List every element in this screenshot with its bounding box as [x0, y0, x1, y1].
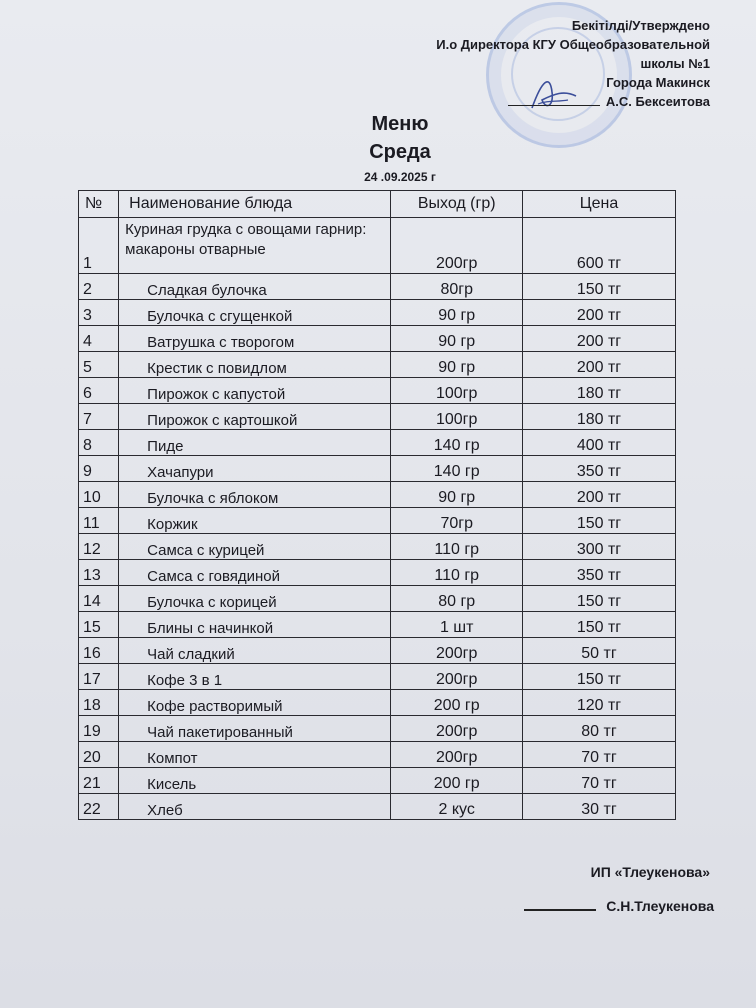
table-row — [79, 218, 676, 274]
cell-price: 150 тг — [522, 612, 675, 638]
cell-number: 7 — [79, 404, 119, 430]
cell-output: 200 гр — [391, 690, 523, 716]
cell-dish-name: Кофе растворимый — [119, 690, 391, 716]
cell-output: 200гр — [391, 716, 523, 742]
cell-dish-name: Самса с говядиной — [119, 560, 391, 586]
approval-line-5 — [436, 92, 710, 111]
table-row — [79, 586, 676, 612]
cell-output: 90 гр — [391, 300, 523, 326]
cell-number: 1 — [79, 218, 119, 274]
approval-line-3: школы №1 — [640, 56, 710, 71]
approval-line-1: Бекітілді/Утверждено — [571, 18, 710, 33]
cell-price: 180 тг — [522, 378, 675, 404]
cell-dish-name: Пирожок с капустой — [119, 378, 391, 404]
footer-signature-line — [524, 909, 596, 911]
cell-price: 200 тг — [522, 352, 675, 378]
cell-number: 3 — [79, 300, 119, 326]
cell-price: 400 тг — [522, 430, 675, 456]
footer-signer: С.Н.Тлеукенова — [606, 898, 714, 914]
cell-number: 8 — [79, 430, 119, 456]
cell-number: 14 — [79, 586, 119, 612]
cell-dish-name: Кофе 3 в 1 — [119, 664, 391, 690]
table-row — [79, 768, 676, 794]
table-row — [79, 300, 676, 326]
cell-dish-name: Компот — [119, 742, 391, 768]
approval-signer: А.С. Бексеитова — [605, 94, 710, 109]
table-row — [79, 664, 676, 690]
cell-dish-name: Ватрушка с творогом — [119, 326, 391, 352]
cell-number: 13 — [79, 560, 119, 586]
cell-dish-name: Чай пакетированный — [119, 716, 391, 742]
menu-table — [78, 190, 676, 820]
cell-number: 16 — [79, 638, 119, 664]
cell-dish-name: Хлеб — [119, 794, 391, 820]
approval-block — [436, 16, 710, 111]
cell-price: 200 тг — [522, 326, 675, 352]
column-header-dish: Наименование блюда — [119, 191, 391, 218]
page-title: Меню — [371, 113, 429, 135]
cell-output: 70гр — [391, 508, 523, 534]
cell-number: 5 — [79, 352, 119, 378]
cell-number: 19 — [79, 716, 119, 742]
cell-price: 150 тг — [522, 274, 675, 300]
table-header-row — [79, 191, 676, 218]
cell-number: 20 — [79, 742, 119, 768]
cell-output: 140 гр — [391, 430, 523, 456]
cell-dish-name: Булочка с сгущенкой — [119, 300, 391, 326]
table-row — [79, 456, 676, 482]
cell-price: 200 тг — [522, 482, 675, 508]
cell-price: 150 тг — [522, 508, 675, 534]
table-row — [79, 274, 676, 300]
cell-dish-name: Блины с начинкой — [119, 612, 391, 638]
cell-output: 80 гр — [391, 586, 523, 612]
table-row — [79, 690, 676, 716]
cell-price: 350 тг — [522, 560, 675, 586]
cell-price: 300 тг — [522, 534, 675, 560]
table-row — [79, 404, 676, 430]
cell-output: 200гр — [391, 638, 523, 664]
cell-price: 70 тг — [522, 768, 675, 794]
cell-price: 70 тг — [522, 742, 675, 768]
table-row — [79, 742, 676, 768]
cell-number: 10 — [79, 482, 119, 508]
menu-date: 24 .09.2025 г — [364, 170, 436, 184]
cell-price: 80 тг — [522, 716, 675, 742]
cell-dish-name: Чай сладкий — [119, 638, 391, 664]
column-header-output: Выход (гр) — [391, 191, 523, 218]
cell-dish-name: Крестик с повидлом — [119, 352, 391, 378]
cell-output: 90 гр — [391, 326, 523, 352]
cell-price: 30 тг — [522, 794, 675, 820]
cell-price: 150 тг — [522, 664, 675, 690]
cell-output: 2 кус — [391, 794, 523, 820]
cell-number: 15 — [79, 612, 119, 638]
cell-dish-name: Сладкая булочка — [119, 274, 391, 300]
table-row — [79, 716, 676, 742]
footer-company: ИП «Тлеукенова» — [590, 864, 710, 880]
table-row — [79, 794, 676, 820]
cell-output: 200 гр — [391, 768, 523, 794]
cell-price: 350 тг — [522, 456, 675, 482]
cell-price: 120 тг — [522, 690, 675, 716]
cell-dish-name: Хачапури — [119, 456, 391, 482]
approval-line-4: Города Макинск — [606, 75, 710, 90]
table-row — [79, 508, 676, 534]
cell-output: 200гр — [391, 664, 523, 690]
cell-dish-name: Куриная грудка с овощами гарнир: макароны отварные — [119, 218, 391, 274]
cell-output: 110 гр — [391, 560, 523, 586]
table-row — [79, 430, 676, 456]
menu-table-body — [79, 218, 676, 820]
table-row — [79, 482, 676, 508]
cell-number: 12 — [79, 534, 119, 560]
table-row — [79, 326, 676, 352]
cell-output: 90 гр — [391, 352, 523, 378]
column-header-number: № — [79, 191, 119, 218]
column-header-price: Цена — [522, 191, 675, 218]
cell-output: 100гр — [391, 378, 523, 404]
cell-price: 600 тг — [522, 218, 675, 274]
cell-price: 50 тг — [522, 638, 675, 664]
cell-number: 4 — [79, 326, 119, 352]
cell-number: 18 — [79, 690, 119, 716]
cell-output: 1 шт — [391, 612, 523, 638]
cell-output: 200гр — [391, 218, 523, 274]
table-row — [79, 378, 676, 404]
cell-output: 200гр — [391, 742, 523, 768]
cell-dish-name: Самса с курицей — [119, 534, 391, 560]
cell-dish-name: Пиде — [119, 430, 391, 456]
table-row — [79, 534, 676, 560]
cell-price: 200 тг — [522, 300, 675, 326]
cell-number: 6 — [79, 378, 119, 404]
cell-output: 90 гр — [391, 482, 523, 508]
day-title: Среда — [369, 141, 431, 163]
cell-number: 2 — [79, 274, 119, 300]
table-row — [79, 560, 676, 586]
cell-output: 100гр — [391, 404, 523, 430]
cell-number: 22 — [79, 794, 119, 820]
table-row — [79, 612, 676, 638]
cell-price: 180 тг — [522, 404, 675, 430]
cell-output: 140 гр — [391, 456, 523, 482]
cell-dish-name: Пирожок с картошкой — [119, 404, 391, 430]
approval-line-2: И.о Директора КГУ Общеобразовательной — [436, 37, 710, 52]
cell-output: 110 гр — [391, 534, 523, 560]
footer-signature — [524, 898, 714, 914]
cell-number: 17 — [79, 664, 119, 690]
cell-dish-name: Булочка с корицей — [119, 586, 391, 612]
cell-dish-name: Булочка с яблоком — [119, 482, 391, 508]
table-row — [79, 352, 676, 378]
cell-output: 80гр — [391, 274, 523, 300]
cell-number: 11 — [79, 508, 119, 534]
cell-number: 21 — [79, 768, 119, 794]
cell-price: 150 тг — [522, 586, 675, 612]
cell-dish-name: Коржик — [119, 508, 391, 534]
cell-number: 9 — [79, 456, 119, 482]
cell-dish-name: Кисель — [119, 768, 391, 794]
table-row — [79, 638, 676, 664]
approval-signature-line — [508, 105, 600, 106]
